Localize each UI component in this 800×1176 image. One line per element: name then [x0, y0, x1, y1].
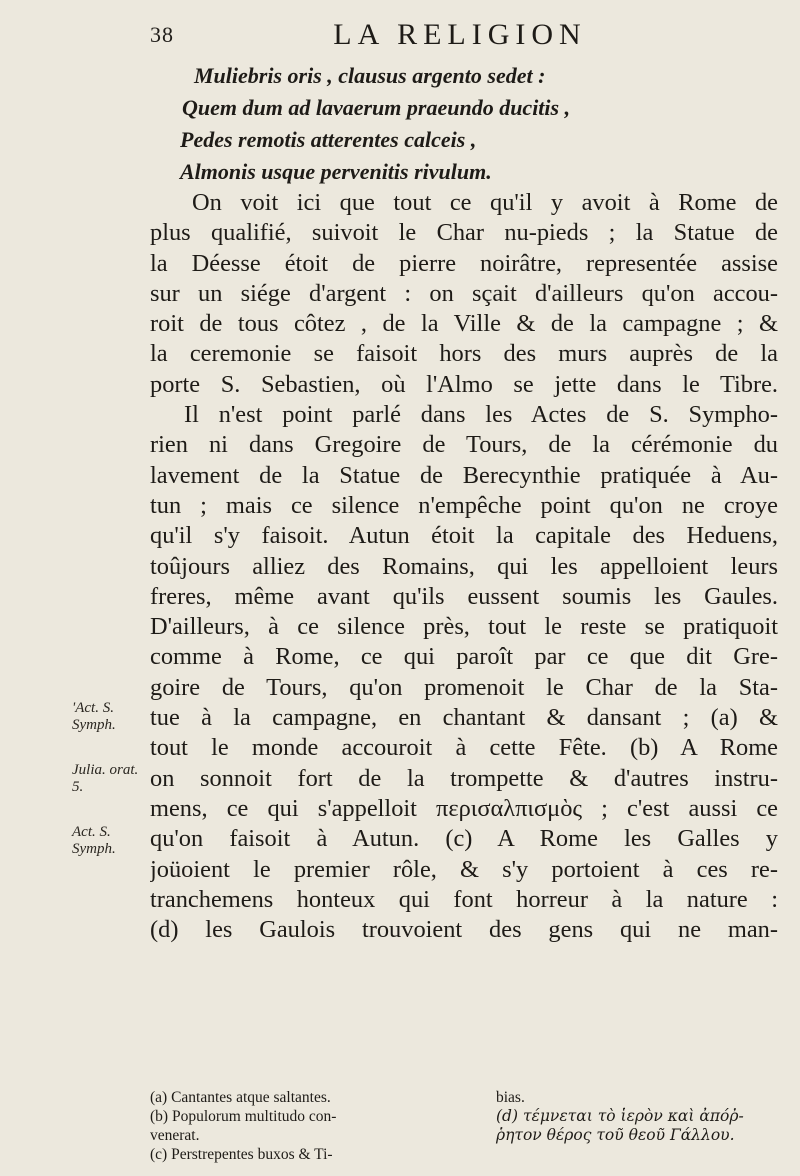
page-number: 38	[150, 22, 174, 47]
footnotes-right-column	[496, 1088, 786, 1145]
text-line: D'ailleurs, à ce silence près, tout le reste se pratiquoit	[150, 613, 778, 641]
text-line: roit de tous côtez , de la Ville & de la campagne ; &	[150, 310, 778, 338]
margin-note-line: 'Act. S.	[72, 700, 114, 716]
footnote-line: ῥητον θέρος τοῦ θεοῦ Γάλλου.	[496, 1126, 735, 1144]
footnote-line: (d) τέμνεται τὸ ἱερὸν καὶ ἀπόῤ-	[496, 1107, 744, 1125]
text-line: (d) les Gaulois trouvoient des gens qui ne man-	[150, 916, 778, 944]
margin-note-line: Act. S.	[72, 824, 111, 840]
footnote-line: (b) Populorum multitudo con-	[150, 1108, 337, 1125]
text-line: Il n'est point parlé dans les Actes de S. Sympho-	[184, 401, 778, 429]
text-line: tout le monde accouroit à cette Fête. (b) A Rome	[150, 734, 778, 762]
footnotes-left-column	[150, 1088, 490, 1164]
text-line: freres, même avant qu'ils eussent soumis les Gaules.	[150, 582, 778, 610]
text-line: tranchemens honteux qui font horreur à la nature :	[150, 885, 778, 913]
margin-note-line: Symph.	[72, 717, 116, 733]
verse-line: Quem dum ad lavaerum praeundo ducitis ,	[182, 95, 571, 120]
text-line: tue à la campagne, en chantant & dansant ; (a) &	[150, 704, 778, 732]
body-text	[150, 188, 778, 945]
text-line: comme à Rome, ce qui paroît par ce que dit Gre-	[150, 643, 778, 671]
text-line: la Déesse étoit de pierre noirâtre, representée assise	[150, 249, 778, 277]
text-line: lavement de la Statue de Berecynthie pratiquée à Au-	[150, 461, 778, 489]
margin-note-line: Julia. orat.	[72, 762, 139, 778]
text-line: toûjours alliez des Romains, qui les appelloient leurs	[150, 552, 778, 580]
text-line: joüoient le premier rôle, & s'y portoient à ces re-	[150, 855, 778, 883]
footnote-line: bias.	[496, 1089, 525, 1106]
text-line: qu'on faisoit à Autun. (c) A Rome les Galles y	[150, 825, 778, 853]
text-line: rien ni dans Gregoire de Tours, de la cérémonie du	[150, 431, 778, 459]
text-line: goire de Tours, qu'on promenoit le Char de la Sta-	[150, 673, 778, 701]
margin-note	[72, 824, 152, 858]
text-line: sur un siége d'argent : on sçait d'ailleurs qu'on accou-	[150, 279, 778, 307]
text-line: On voit ici que tout ce qu'il y avoit à Rome de	[192, 189, 778, 216]
verse-line: Muliebris oris , clausus argento sedet :	[194, 63, 546, 88]
latin-verse	[150, 60, 780, 188]
text-line: la ceremonie se faisoit hors des murs auprès de la	[150, 340, 778, 368]
text-line: mens, ce qui s'appelloit περισαλπισμὸς ; c'est aussi ce	[150, 794, 778, 822]
text-line: plus qualifié, suivoit le Char nu-pieds ; la Statue de	[150, 219, 778, 247]
margin-note-line: 5.	[72, 779, 84, 795]
text-line: tun ; mais ce silence n'empêche point qu'on ne croye	[150, 491, 778, 519]
page-header	[150, 16, 770, 56]
verse-line: Pedes remotis atterentes calceis ,	[180, 127, 477, 152]
margin-note-line: Symph.	[72, 841, 116, 857]
margin-note	[72, 700, 152, 734]
text-line: porte S. Sebastien, où l'Almo se jette dans le Tibre.	[150, 370, 778, 398]
running-title: LA RELIGION	[333, 18, 587, 51]
footnote-line: venerat.	[150, 1127, 200, 1144]
margin-note	[72, 762, 152, 796]
text-line: on sonnoit fort de la trompette & d'autres instru-	[150, 764, 778, 792]
text-line: qu'il s'y faisoit. Autun étoit la capitale des Heduens,	[150, 522, 778, 550]
verse-line: Almonis usque pervenitis rivulum.	[180, 159, 492, 184]
footnote-line: (a) Cantantes atque saltantes.	[150, 1089, 331, 1106]
footnote-line: (c) Perstrepentes buxos & Ti-	[150, 1146, 333, 1163]
